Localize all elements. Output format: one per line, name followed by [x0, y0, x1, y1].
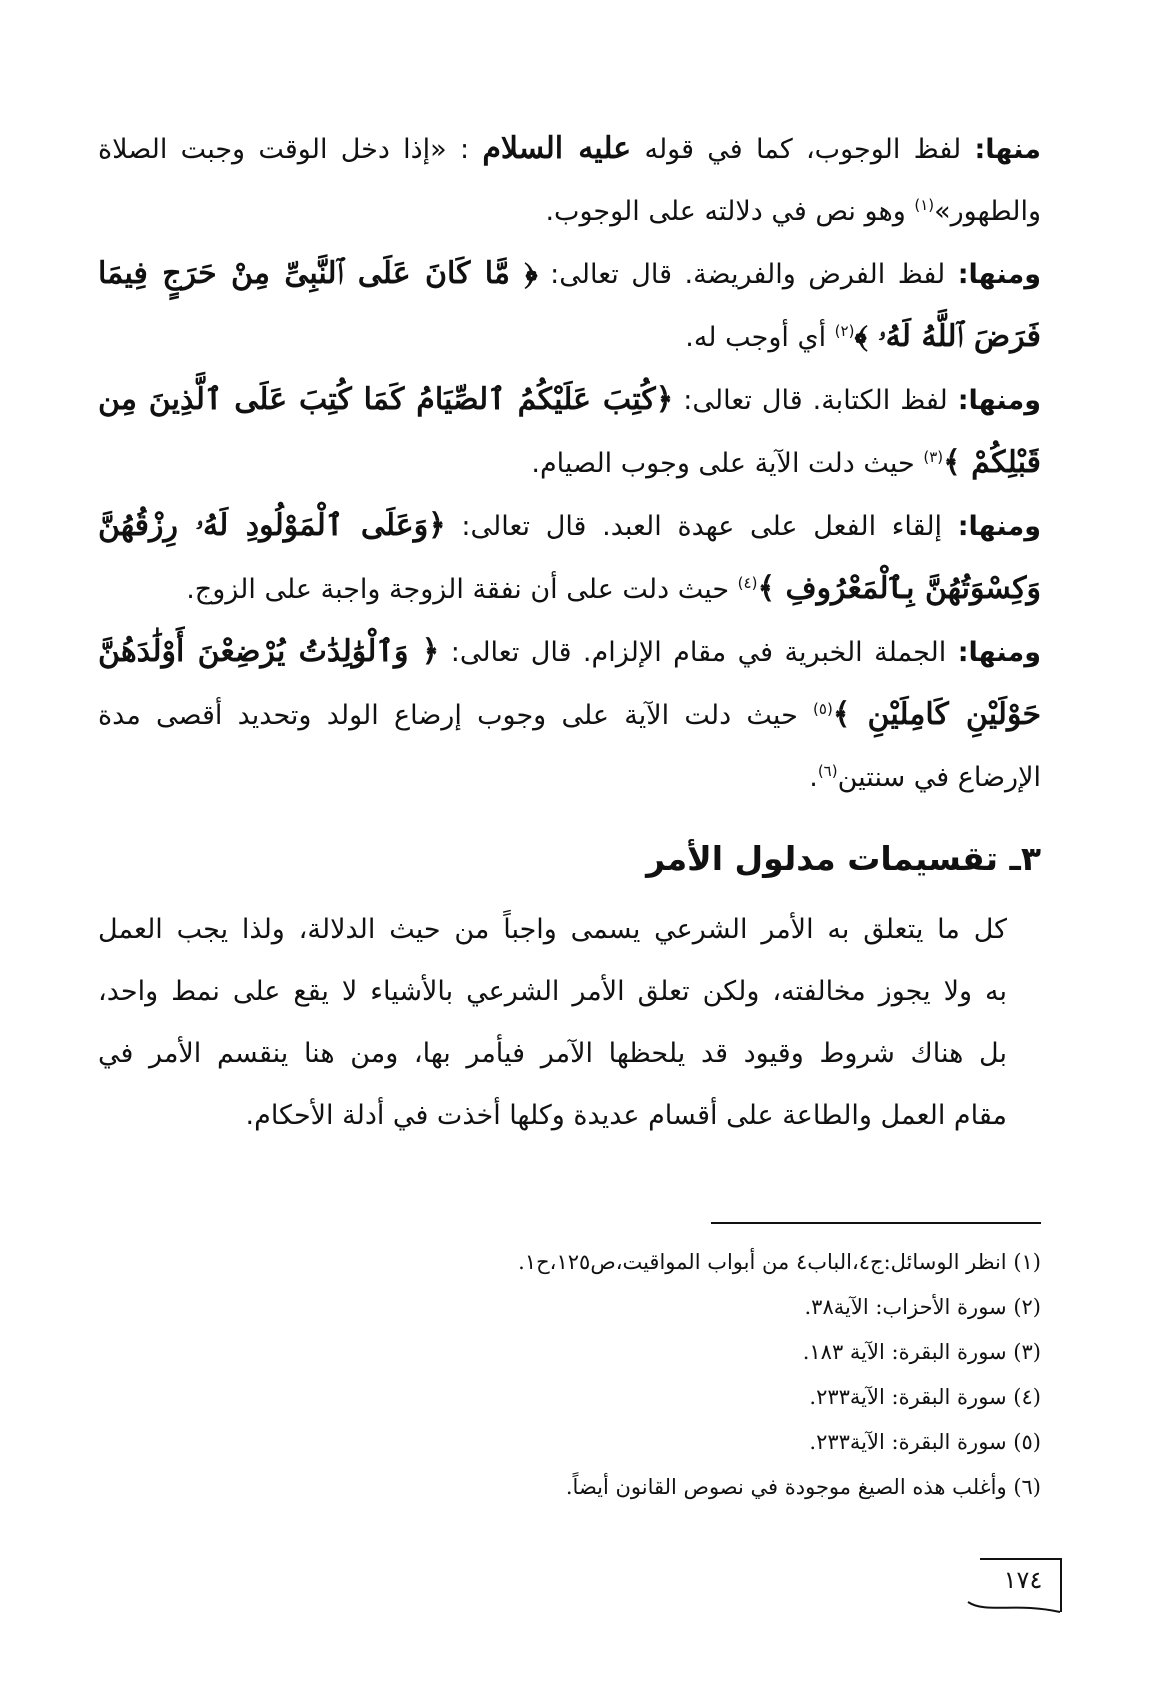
footnote-ref: (٦) — [817, 762, 838, 780]
paragraph-lead: ومنها: — [957, 637, 1041, 668]
paragraph-text: أي أوجب له. — [685, 322, 835, 353]
paragraph-text: حيث دلت الآية على وجوب إرضاع الولد وتحديد أقصى مدة الإرضاع في سنتين — [98, 700, 1041, 793]
footnote-ref: (٣) — [923, 448, 944, 466]
section-body — [98, 899, 1041, 1147]
paragraph-text: لفظ الوجوب، كما في قوله — [631, 134, 975, 165]
footnote-1: (١) انظر الوسائل:ج٤،الباب٤ من أبواب المواقيت،ص١٢٥،ح١. — [518, 1250, 1041, 1274]
body-line: به ولا يجوز مخالفته، ولكن تعلق الأمر الشرعي بالأشياء لا يقع على نمط واحد، — [98, 976, 1007, 1007]
footnote-3: (٣) سورة البقرة: الآية ١٨٣. — [802, 1340, 1041, 1364]
paragraph-text: . — [809, 762, 818, 793]
paragraph-text: لفظ الكتابة. قال تعالى: — [673, 385, 958, 416]
body-line: بل هناك شروط وقيود قد يلحظها الآمر فيأمر بها، ومن هنا ينقسم الأمر في — [98, 1038, 1007, 1069]
paragraph-lead: ومنها: — [957, 259, 1041, 290]
paragraph-text: حيث دلت الآية على وجوب الصيام. — [531, 448, 924, 479]
main-text — [98, 118, 1041, 1147]
page-curl-icon — [966, 1600, 1062, 1616]
paragraph-5 — [98, 621, 1041, 809]
quran-verse: ﴿ وَٱلْوَٰلِدَٰتُ يُرْضِعْنَ أَوْلَٰدَهُنَّ حَوْلَيْنِ كَامِلَيْنِ ﴾ — [98, 634, 1041, 732]
quran-verse: ﴿وَعَلَى ٱلْمَوْلُودِ لَهُۥ رِزْقُهُنَّ وَكِسْوَتُهُنَّ بِٱلْمَعْرُوفِ ﴾ — [98, 508, 1041, 606]
paragraph-lead: منها: — [974, 134, 1041, 165]
paragraph-2 — [98, 243, 1041, 369]
paragraph-lead: ومنها: — [957, 385, 1042, 416]
footnote-ref: (٤) — [737, 574, 758, 592]
body-line: مقام العمل والطاعة على أقسام عديدة وكلها أخذت في أدلة الأحكام. — [245, 1100, 1007, 1131]
footnote-5: (٥) سورة البقرة: الآية٢٣٣. — [809, 1430, 1041, 1454]
paragraph-text: حيث دلت على أن نفقة الزوجة واجبة على الزوج. — [186, 574, 738, 605]
quran-verse: ﴿ مَّا كَانَ عَلَى ٱلنَّبِىِّ مِنْ حَرَجٍ فِيمَا فَرَضَ ٱللَّهُ لَهُۥ ﴾ — [98, 256, 1041, 354]
page-number: ١٧٤ — [1003, 1566, 1043, 1594]
paragraph-text: : «إذا دخل الوقت وجبت الصلاة والطهور» — [98, 134, 1041, 227]
footnote-ref: (٢) — [834, 322, 855, 340]
paragraph-4 — [98, 495, 1041, 621]
footnote-divider — [711, 1222, 1041, 1224]
footnotes-list — [200, 1240, 1041, 1510]
paragraph-text: إلقاء الفعل على عهدة العبد. قال تعالى: — [445, 511, 958, 542]
honorific: عليه السلام — [482, 131, 632, 166]
paragraph-1 — [98, 118, 1041, 243]
footnote-ref: (٥) — [813, 700, 833, 718]
paragraph-text: وهو نص في دلالته على الوجوب. — [545, 196, 915, 227]
footnote-6: (٦) وأغلب هذه الصيغ موجودة في نصوص القانون أيضاً. — [565, 1475, 1041, 1499]
footnote-ref: (١) — [914, 196, 935, 214]
footnote-4: (٤) سورة البقرة: الآية٢٣٣. — [809, 1385, 1041, 1409]
paragraph-lead: ومنها: — [957, 511, 1041, 542]
paragraph-text: لفظ الفرض والفريضة. قال تعالى: — [537, 259, 958, 290]
paragraph-text: الجملة الخبرية في مقام الإلزام. قال تعالى: — [439, 637, 958, 668]
quran-verse: ﴿كُتِبَ عَلَيْكُمُ ٱلصِّيَامُ كَمَا كُتِبَ عَلَى ٱلَّذِينَ مِن قَبْلِكُمْ ﴾ — [98, 382, 1041, 480]
body-line: كل ما يتعلق به الأمر الشرعي يسمى واجباً من حيث الدلالة، ولذا يجب العمل — [98, 914, 1007, 945]
paragraph-3 — [98, 369, 1041, 495]
section-heading: ٣ـ تقسيمات مدلول الأمر — [646, 839, 1041, 878]
footnote-2: (٢) سورة الأحزاب: الآية٣٨. — [804, 1295, 1041, 1319]
